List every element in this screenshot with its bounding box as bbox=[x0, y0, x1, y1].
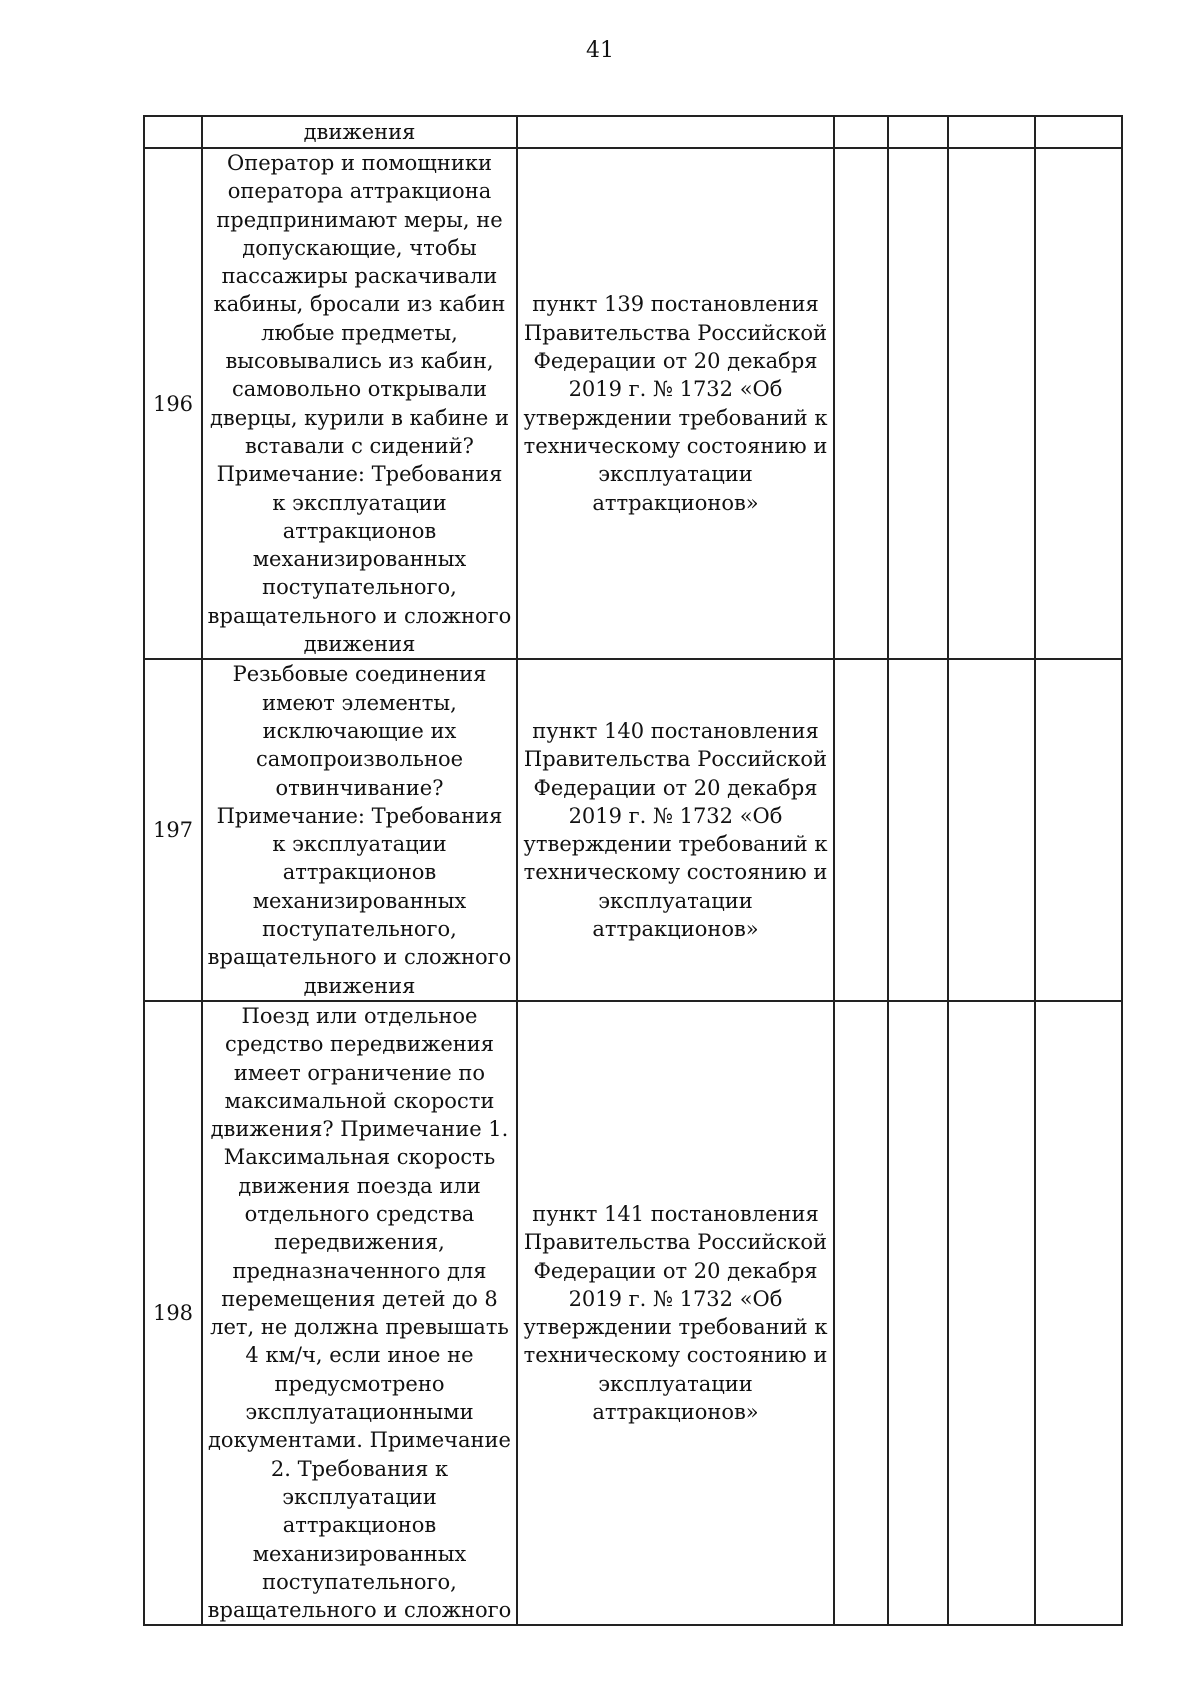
row-number-cell bbox=[144, 116, 202, 148]
table-row bbox=[144, 1001, 1122, 1626]
empty-cell bbox=[948, 116, 1035, 148]
row-number-cell: 198 bbox=[144, 1001, 202, 1626]
empty-cell bbox=[948, 148, 1035, 659]
empty-cell bbox=[834, 148, 888, 659]
empty-cell bbox=[834, 116, 888, 148]
table-row bbox=[144, 659, 1122, 1001]
empty-cell bbox=[888, 116, 948, 148]
page-number: 41 bbox=[586, 38, 614, 63]
requirement-cell: движения bbox=[202, 116, 517, 148]
checklist-table bbox=[143, 115, 1123, 1626]
table-row-continuation bbox=[144, 116, 1122, 148]
requirement-cell: Оператор и помощники оператора аттракциона предпринимают меры, не допускающие, чтобы пассажиры раскачивали кабины, бросали из кабин любые предметы, высовывались из кабин, самовольно открывали дверцы, курили в кабине и вставали с сидений? Примечание: Требования к эксплуатации аттракционов механизированных поступательного, вращательного и сложного движения bbox=[202, 148, 517, 659]
row-number-cell: 197 bbox=[144, 659, 202, 1001]
reference-cell: пункт 141 постановления Правительства Российской Федерации от 20 декабря 2019 г. № 1732 «Об утверждении требований к техническому состоянию и эксплуатации аттракционов» bbox=[517, 1001, 834, 1626]
empty-cell bbox=[1035, 659, 1122, 1001]
empty-cell bbox=[834, 659, 888, 1001]
empty-cell bbox=[1035, 148, 1122, 659]
empty-cell bbox=[1035, 1001, 1122, 1626]
requirement-cell: Резьбовые соединения имеют элементы, исключающие их самопроизвольное отвинчивание? Примечание: Требования к эксплуатации аттракционов механизированных поступательного, вращательного и сложного движения bbox=[202, 659, 517, 1001]
table-row bbox=[144, 148, 1122, 659]
row-number-cell: 196 bbox=[144, 148, 202, 659]
empty-cell bbox=[834, 1001, 888, 1626]
reference-cell: пункт 140 постановления Правительства Российской Федерации от 20 декабря 2019 г. № 1732 «Об утверждении требований к техническому состоянию и эксплуатации аттракционов» bbox=[517, 659, 834, 1001]
empty-cell bbox=[948, 659, 1035, 1001]
empty-cell bbox=[888, 148, 948, 659]
empty-cell bbox=[948, 1001, 1035, 1626]
empty-cell bbox=[888, 1001, 948, 1626]
empty-cell bbox=[1035, 116, 1122, 148]
requirement-cell: Поезд или отдельное средство передвижения имеет ограничение по максимальной скорости движения? Примечание 1. Максимальная скорость движения поезда или отдельного средства передвижения, предназначенного для перемещения детей до 8 лет, не должна превышать 4 км/ч, если иное не предусмотрено эксплуатационными документами. Примечание 2. Требования к эксплуатации аттракционов механизированных поступательного, вращательного и сложного bbox=[202, 1001, 517, 1626]
empty-cell bbox=[888, 659, 948, 1001]
reference-cell bbox=[517, 116, 834, 148]
reference-cell: пункт 139 постановления Правительства Российской Федерации от 20 декабря 2019 г. № 1732 «Об утверждении требований к техническому состоянию и эксплуатации аттракционов» bbox=[517, 148, 834, 659]
